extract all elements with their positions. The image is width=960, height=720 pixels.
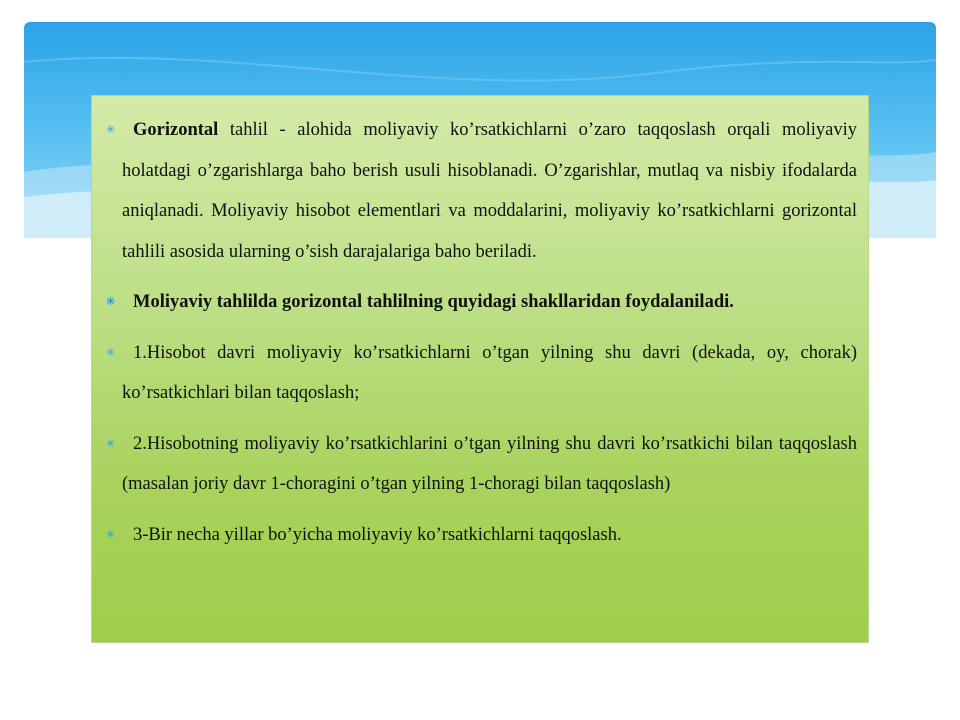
star-bullet-icon: ✳ xyxy=(106,346,116,359)
star-bullet-icon: ✳ xyxy=(106,528,116,541)
star-bullet-icon: ✳ xyxy=(106,296,116,308)
term-gorizontal: Gorizontal xyxy=(133,120,219,140)
paragraph-item-3 xyxy=(106,515,857,556)
star-bullet-icon: ✳ xyxy=(106,437,116,450)
definition-text: tahlil - alohida moliyaviy ko’rsatkichlarni o’zaro taqqoslash orqali moliyaviy holatdagi o’zgarishlarga baho berish usuli hisoblanadi. O’zgarishlar, mutlaq va nisbiy ifodalarda aniqlanadi. Moliyaviy hisobot elementlari va moddalarini, moliyaviy ko’rsatkichlarni gorizontal tahlili asosida ularning o’sish darajalariga baho beriladi. xyxy=(122,120,857,262)
paragraph-item-2 xyxy=(106,424,857,505)
paragraph-item-1 xyxy=(106,333,857,414)
item-2-text: 2.Hisobotning moliyaviy ko’rsatkichlarini o’tgan yilning shu davri ko’rsatkichi bilan taqqoslash (masalan joriy davr 1-choragini o’tgan yilning 1-choragi bilan taqqoslash) xyxy=(122,433,857,494)
item-1-text: 1.Hisobot davri moliyaviy ko’rsatkichlarni o’tgan yilning shu davri (dekada, oy, chorak) ko’rsatkichlari bilan taqqoslash; xyxy=(122,342,857,403)
forms-heading-text: Moliyaviy tahlilda gorizontal tahlilning quyidagi shakllaridan foydalaniladi. xyxy=(133,292,734,312)
paragraph-forms-heading xyxy=(106,282,857,323)
paragraph-definition xyxy=(106,110,857,272)
item-3-text: 3-Bir necha yillar bo’yicha moliyaviy ko’rsatkichlarni taqqoslash. xyxy=(133,524,622,545)
star-bullet-icon: ✳ xyxy=(106,124,116,136)
content-box xyxy=(91,95,869,643)
